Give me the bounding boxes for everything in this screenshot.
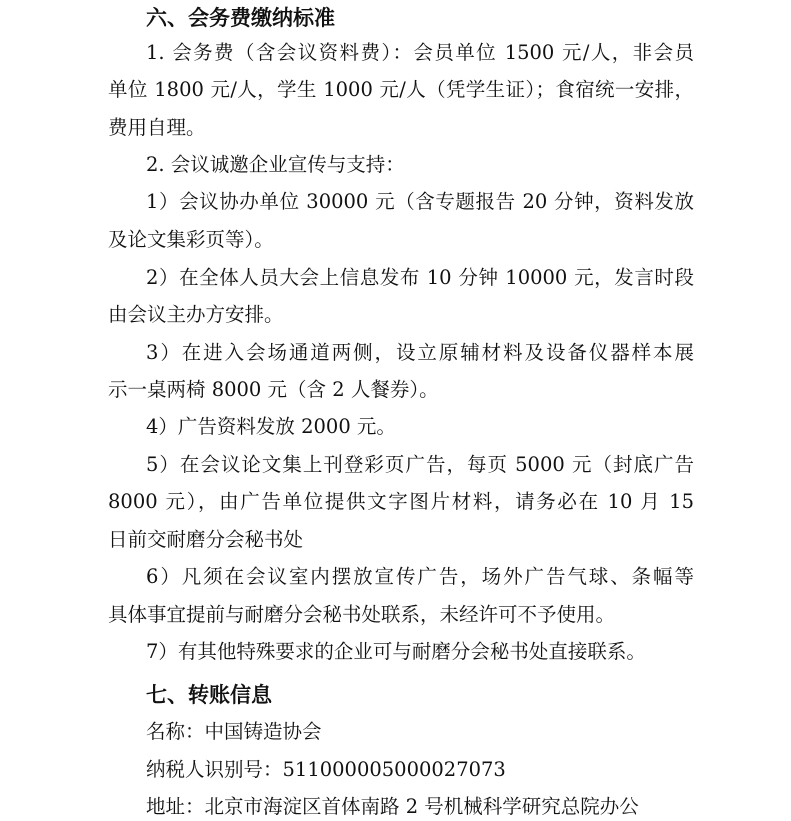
fee-line-3: 费用自理。 [108, 116, 206, 139]
item-1-line-2: 及论文集彩页等）。 [108, 228, 274, 251]
sponsor-title: 2. 会议诚邀企业宣传与支持： [146, 153, 405, 176]
item-3-line-2: 示一桌两椅 8000 元（含 2 人餐券）。 [108, 378, 439, 401]
item-5-line-1: 5）在会议论文集上刊登彩页广告，每页 5000 元（封底广告 [146, 453, 694, 476]
item-5-line-3: 日前交耐磨分会秘书处 [108, 528, 304, 551]
section-7-heading: 七、转账信息 [146, 683, 272, 707]
item-7: 7）有其他特殊要求的企业可与耐磨分会秘书处直接联系。 [146, 640, 646, 663]
tax-id: 纳税人识别号：511000005000027073 [146, 758, 506, 781]
item-1-line-1: 1）会议协办单位 30000 元（含专题报告 20 分钟，资料发放 [146, 190, 694, 213]
fee-line-1: 1. 会务费（含会议资料费）：会员单位 1500 元/人，非会员 [146, 41, 694, 64]
item-6-line-1: 6）凡须在会议室内摆放宣传广告，场外广告气球、条幅等 [146, 565, 694, 588]
item-6-line-2: 具体事宜提前与耐磨分会秘书处联系，未经许可不予使用。 [108, 603, 616, 626]
item-3-line-1: 3）在进入会场通道两侧，设立原辅材料及设备仪器样本展 [146, 341, 694, 364]
item-4: 4）广告资料发放 2000 元。 [146, 415, 396, 438]
item-2-line-1: 2）在全体人员大会上信息发布 10 分钟 10000 元，发言时段 [146, 266, 694, 289]
account-name: 名称：中国铸造协会 [146, 720, 322, 743]
fee-line-2: 单位 1800 元/人，学生 1000 元/人（凭学生证）；食宿统一安排， [108, 78, 694, 101]
item-2-line-2: 由会议主办方安排。 [108, 303, 284, 326]
address-line: 地址：北京市海淀区首体南路 2 号机械科学研究总院办公 [146, 795, 639, 818]
item-5-line-2: 8000 元），由广告单位提供文字图片材料，请务必在 10 月 15 [108, 490, 694, 513]
section-6-heading: 六、会务费缴纳标准 [146, 6, 335, 30]
